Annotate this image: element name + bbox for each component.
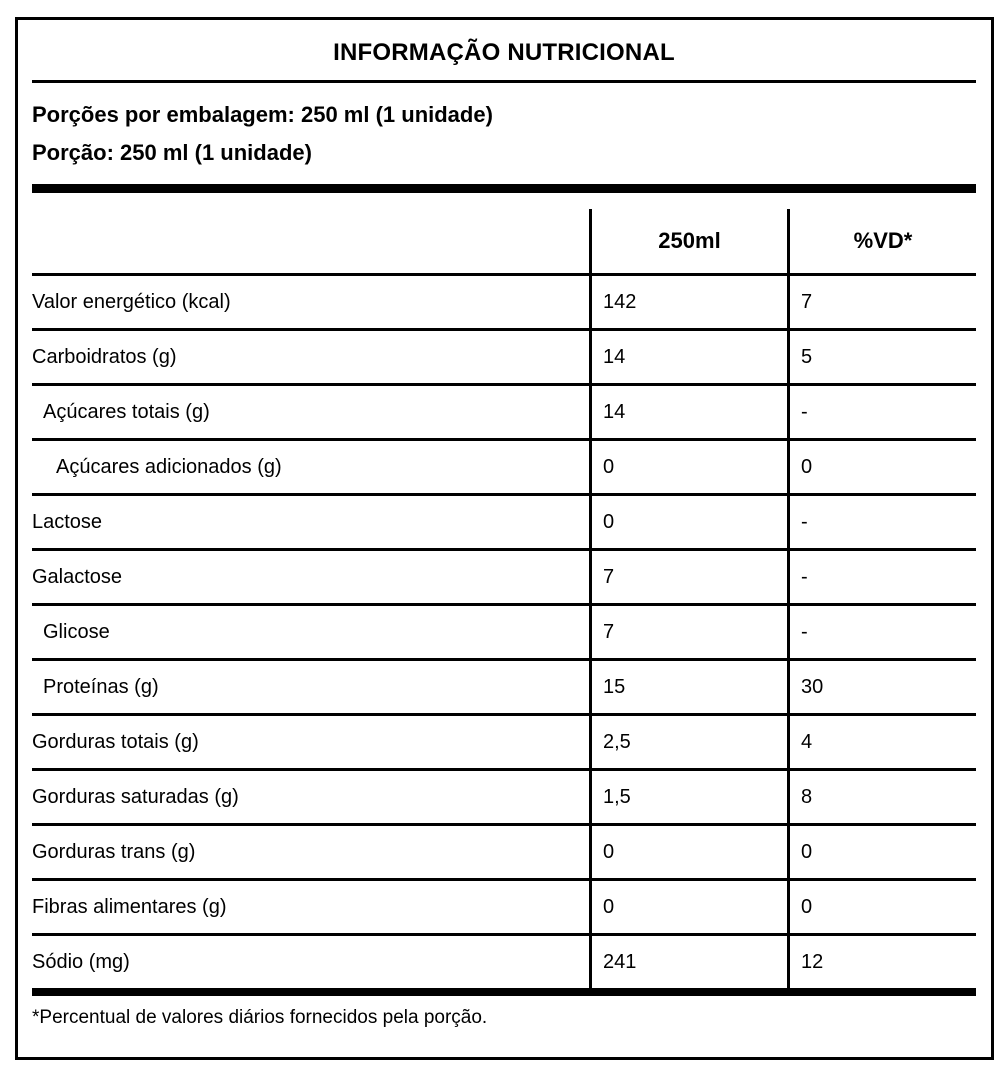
header-nutrient-column (32, 209, 589, 273)
row-amount: 0 (589, 496, 787, 548)
table-top-gap (32, 193, 976, 209)
bottom-thick-bar (32, 988, 976, 996)
row-amount: 15 (589, 661, 787, 713)
row-label: Gorduras saturadas (g) (32, 785, 239, 808)
row-vd: 0 (787, 881, 976, 933)
row-vd: 8 (787, 771, 976, 823)
table-row-galactose (32, 548, 976, 603)
row-amount: 0 (589, 881, 787, 933)
label-title: INFORMAÇÃO NUTRICIONAL (333, 39, 675, 66)
row-label: Lactose (32, 510, 103, 533)
footnote-text: *Percentual de valores diários fornecidos pela porção. (32, 1007, 488, 1028)
table-row-glicose (32, 603, 976, 658)
row-vd: 30 (787, 661, 976, 713)
nutrition-label-panel (15, 17, 994, 1060)
row-vd: 4 (787, 716, 976, 768)
row-amount: 2,5 (589, 716, 787, 768)
row-label: Açúcares adicionados (g) (56, 455, 282, 478)
row-label: Valor energético (kcal) (32, 290, 231, 313)
row-label: Fibras alimentares (g) (32, 895, 227, 918)
table-row-acucares-totais (32, 383, 976, 438)
row-amount: 241 (589, 936, 787, 988)
row-amount: 142 (589, 276, 787, 328)
row-label: Proteínas (g) (43, 675, 159, 698)
row-vd: 12 (787, 936, 976, 988)
table-row-gorduras-trans (32, 823, 976, 878)
table-row-valor-energetico (32, 273, 976, 328)
top-thick-bar (32, 184, 976, 193)
row-label: Carboidratos (g) (32, 345, 177, 368)
row-label: Açúcares totais (g) (43, 400, 210, 423)
header-vd-column: %VD* (787, 209, 976, 273)
table-row-fibras-alimentares (32, 878, 976, 933)
row-vd: 5 (787, 331, 976, 383)
row-label: Gorduras trans (g) (32, 840, 196, 863)
row-amount: 0 (589, 441, 787, 493)
table-row-carboidratos (32, 328, 976, 383)
row-amount: 14 (589, 386, 787, 438)
table-row-lactose (32, 493, 976, 548)
row-amount: 7 (589, 606, 787, 658)
row-amount: 7 (589, 551, 787, 603)
title-divider (32, 80, 976, 83)
row-vd: - (787, 551, 976, 603)
row-label: Gorduras totais (g) (32, 730, 199, 753)
row-vd: 0 (787, 441, 976, 493)
table-header-row (32, 209, 976, 273)
row-label: Galactose (32, 565, 123, 588)
serving-size-text: Porção: 250 ml (1 unidade) (32, 140, 312, 165)
row-vd: 0 (787, 826, 976, 878)
row-vd: - (787, 496, 976, 548)
row-vd: 7 (787, 276, 976, 328)
servings-per-package-text: Porções por embalagem: 250 ml (1 unidade) (32, 102, 493, 127)
table-row-gorduras-totais (32, 713, 976, 768)
header-amount-column: 250ml (589, 209, 787, 273)
row-amount: 0 (589, 826, 787, 878)
row-label: Glicose (43, 620, 110, 643)
row-vd: - (787, 386, 976, 438)
table-row-gorduras-saturadas (32, 768, 976, 823)
row-amount: 1,5 (589, 771, 787, 823)
nutrition-table (32, 209, 976, 988)
row-amount: 14 (589, 331, 787, 383)
row-label: Sódio (mg) (32, 950, 130, 973)
row-vd: - (787, 606, 976, 658)
table-row-sodio (32, 933, 976, 988)
table-row-acucares-adicionados (32, 438, 976, 493)
table-row-proteinas (32, 658, 976, 713)
